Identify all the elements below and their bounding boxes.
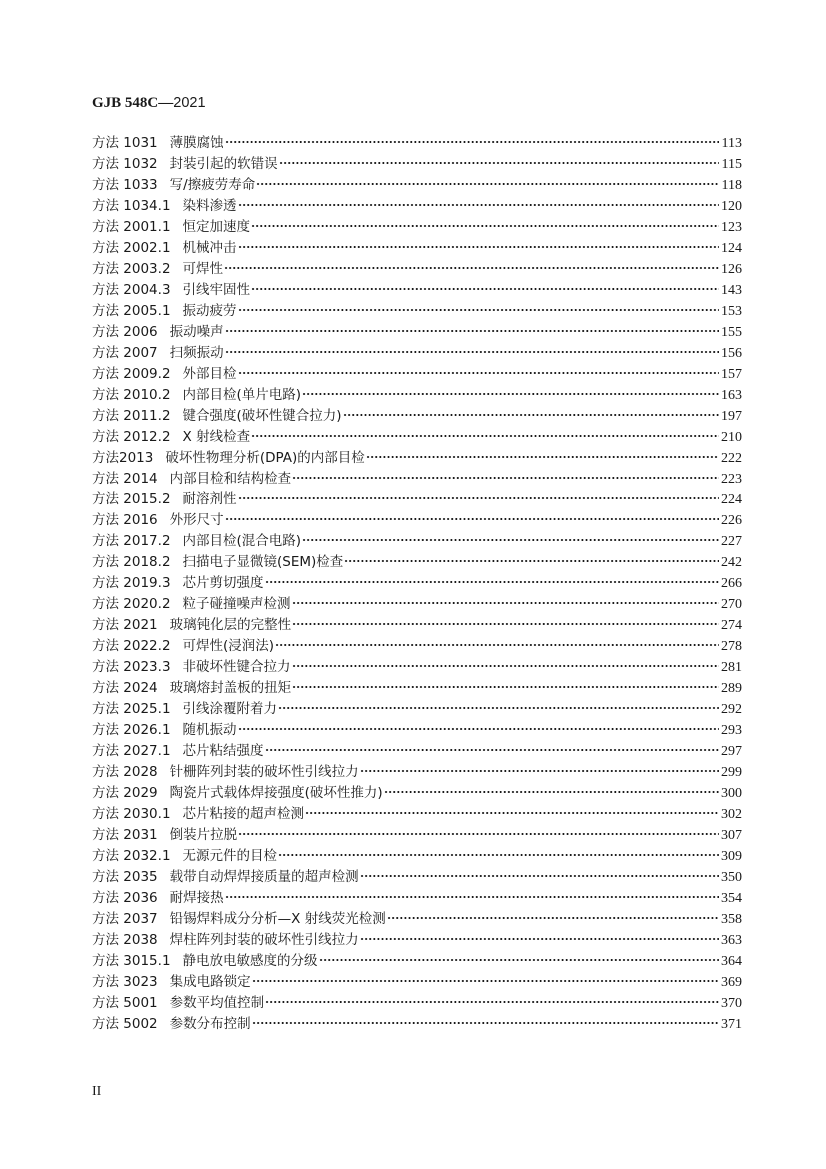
- toc-title: 载带自动焊焊接质量的超声检测: [169, 868, 359, 885]
- toc-page-number: 226: [721, 513, 742, 529]
- toc-page-number: 309: [721, 848, 742, 864]
- toc-entry[interactable]: [92, 301, 742, 322]
- toc-page-number: 297: [721, 744, 742, 760]
- dot-leader: [225, 141, 719, 143]
- toc-page-number: 153: [721, 303, 742, 319]
- toc-title: 内部目检(混合电路): [182, 533, 302, 550]
- toc-entry[interactable]: [92, 657, 742, 678]
- toc-method-number: 方法 1034.1: [92, 197, 171, 214]
- toc-entry[interactable]: [92, 699, 742, 720]
- toc-page-number: 274: [721, 618, 742, 634]
- dot-leader: [343, 414, 719, 416]
- dot-leader: [251, 288, 719, 290]
- toc-page-number: 370: [721, 995, 742, 1011]
- toc-title: 破坏性物理分析(DPA)的内部目检: [165, 449, 365, 466]
- toc-title: 振动噪声: [169, 323, 224, 340]
- toc-title: 芯片粘结强度: [182, 743, 264, 760]
- toc-title: 玻璃钝化层的完整性: [169, 617, 292, 634]
- toc-title: X 射线检查: [182, 428, 251, 445]
- dot-leader: [292, 686, 719, 688]
- toc-page-number: 143: [721, 282, 742, 298]
- toc-title: 集成电路锁定: [169, 973, 251, 990]
- toc-page-number: 371: [721, 1016, 742, 1032]
- toc-method-number: 方法 2004.3: [92, 281, 171, 298]
- dot-leader: [238, 497, 719, 499]
- toc-method-number: 方法 2015.2: [92, 491, 171, 508]
- dot-leader: [252, 980, 719, 982]
- toc-entry[interactable]: [92, 930, 742, 951]
- toc-title: 参数分布控制: [169, 1015, 251, 1032]
- toc-page-number: 126: [721, 261, 742, 277]
- toc-method-number: 方法 2003.2: [92, 260, 171, 277]
- toc-method-number: 方法 2017.2: [92, 533, 171, 550]
- toc-method-number: 方法 2007: [92, 344, 158, 361]
- toc-page-number: 302: [721, 807, 742, 822]
- toc-method-number: 方法 1031: [92, 135, 158, 151]
- toc-method-number: 方法 2016: [92, 512, 158, 529]
- toc-page-number: 270: [721, 597, 742, 613]
- toc-title: 写/擦疲劳寿命: [169, 176, 256, 193]
- toc-title: 耐焊接热: [169, 889, 224, 906]
- toc-method-number: 方法 3023: [92, 973, 158, 990]
- toc-method-number: 方法 2009.2: [92, 365, 171, 382]
- dot-leader: [238, 372, 719, 374]
- toc-page-number: 350: [721, 869, 742, 885]
- toc-method-number: 方法 2037: [92, 910, 158, 927]
- toc-entry[interactable]: [92, 1014, 742, 1035]
- dot-leader: [292, 665, 719, 667]
- toc-entry[interactable]: [92, 636, 742, 657]
- dot-leader: [251, 435, 719, 437]
- toc-title: 恒定加速度: [182, 218, 251, 235]
- dot-leader: [225, 896, 719, 898]
- header-separator: —: [158, 95, 174, 111]
- toc-title: 内部目检(单片电路): [182, 386, 302, 403]
- toc-page-number: 113: [721, 136, 742, 151]
- dot-leader: [279, 162, 719, 164]
- dot-leader: [387, 917, 719, 919]
- dot-leader: [238, 728, 719, 730]
- toc-page-number: 354: [721, 890, 742, 906]
- toc-entry[interactable]: [92, 133, 742, 154]
- toc-method-number: 方法 2028: [92, 764, 158, 781]
- toc-page-number: 224: [721, 492, 742, 508]
- toc-method-number: 方法 2006: [92, 323, 158, 340]
- toc-method-number: 方法 2036: [92, 889, 158, 906]
- toc-page-number: 266: [721, 576, 742, 592]
- toc-entry[interactable]: [92, 846, 742, 867]
- toc-page-number: 292: [721, 702, 742, 718]
- toc-entry[interactable]: [92, 573, 742, 594]
- toc-title: 外部目检: [182, 365, 237, 382]
- toc-title: 引线涂覆附着力: [182, 701, 278, 718]
- dot-leader: [238, 246, 719, 248]
- dot-leader: [319, 959, 719, 961]
- toc-entry[interactable]: [92, 909, 742, 930]
- toc-entry[interactable]: [92, 322, 742, 343]
- dot-leader: [265, 1001, 719, 1003]
- toc-entry[interactable]: [92, 804, 742, 825]
- toc-title: 可焊性(浸润法): [182, 638, 275, 655]
- toc-title: 扫描电子显微镜(SEM)检查: [182, 554, 344, 571]
- toc-method-number: 方法 2024: [92, 680, 158, 697]
- toc-method-number: 方法 3015.1: [92, 952, 171, 969]
- dot-leader: [292, 477, 719, 479]
- toc-title: 非破坏性键合拉力: [182, 659, 291, 676]
- toc-method-number: 方法 2002.1: [92, 239, 171, 256]
- toc-entry[interactable]: [92, 594, 742, 615]
- toc-entry[interactable]: [92, 217, 742, 238]
- toc-title: 随机振动: [182, 722, 237, 739]
- toc-method-number: 方法 2023.3: [92, 659, 171, 676]
- toc-method-number: 方法 2022.2: [92, 638, 171, 655]
- toc-title: 针栅阵列封装的破坏性引线拉力: [169, 764, 359, 781]
- toc-page-number: 293: [721, 723, 742, 739]
- dot-leader: [225, 351, 719, 353]
- toc-method-number: 方法 2014: [92, 470, 158, 487]
- toc-entry[interactable]: [92, 196, 742, 217]
- dot-leader: [225, 518, 719, 520]
- toc-entry[interactable]: [92, 280, 742, 301]
- toc-title: 倒装片拉脱: [169, 826, 238, 843]
- toc-title: 封装引起的软错误: [169, 155, 278, 172]
- toc-method-number: 方法 2029: [92, 785, 158, 802]
- toc-page-number: 364: [721, 953, 742, 969]
- toc-method-number: 方法 2030.1: [92, 806, 171, 822]
- dot-leader: [278, 854, 719, 856]
- toc-entry[interactable]: [92, 762, 742, 783]
- toc-entry[interactable]: [92, 406, 742, 427]
- dot-leader: [265, 581, 719, 583]
- toc-method-number: 方法 2026.1: [92, 722, 171, 739]
- dot-leader: [384, 791, 719, 793]
- toc-title: 内部目检和结构检查: [169, 470, 292, 487]
- dot-leader: [344, 560, 719, 562]
- dot-leader: [225, 330, 719, 332]
- toc-page-number: 242: [721, 555, 742, 571]
- toc-entry[interactable]: [92, 825, 742, 846]
- toc-page-number: 123: [721, 219, 742, 235]
- toc-title: 玻璃熔封盖板的扭矩: [169, 680, 292, 697]
- dot-leader: [302, 393, 719, 395]
- toc-entry[interactable]: [92, 615, 742, 636]
- toc-entry[interactable]: [92, 238, 742, 259]
- toc-title: 陶瓷片式载体焊接强度(破坏性推力): [169, 785, 383, 802]
- toc-method-number: 方法 5001: [92, 994, 158, 1011]
- toc-page-number: 115: [721, 156, 742, 172]
- toc-entry[interactable]: [92, 154, 742, 175]
- toc-method-number: 方法 1032: [92, 155, 158, 172]
- toc-entry[interactable]: [92, 448, 742, 469]
- toc-method-number: 方法 2027.1: [92, 743, 171, 760]
- toc-page-number: 124: [721, 240, 742, 256]
- standard-code: GJB 548C: [92, 95, 159, 111]
- toc-entry[interactable]: [92, 469, 742, 490]
- dot-leader: [275, 644, 719, 646]
- toc-entry[interactable]: [92, 678, 742, 699]
- toc-page-number: 289: [721, 681, 742, 697]
- table-of-contents: [92, 133, 742, 1035]
- toc-page-number: 278: [721, 639, 742, 655]
- toc-entry[interactable]: [92, 259, 742, 280]
- dot-leader: [224, 267, 719, 269]
- toc-page-number: 227: [721, 534, 742, 550]
- toc-page-number: 156: [721, 345, 742, 361]
- dot-leader: [238, 204, 719, 206]
- toc-title: 参数平均值控制: [169, 994, 265, 1011]
- toc-page-number: 157: [721, 366, 742, 382]
- toc-title: 无源元件的目检: [182, 847, 278, 864]
- toc-title: 机械冲击: [182, 239, 237, 256]
- dot-leader: [360, 938, 719, 940]
- dot-leader: [265, 749, 719, 751]
- toc-method-number: 方法 2032.1: [92, 847, 171, 864]
- toc-page-number: 163: [721, 387, 742, 403]
- toc-method-number: 方法 2018.2: [92, 554, 171, 571]
- toc-method-number: 方法 2001.1: [92, 218, 171, 235]
- dot-leader: [238, 309, 719, 311]
- toc-title: 外形尺寸: [169, 512, 224, 529]
- toc-method-number: 方法 2019.3: [92, 575, 171, 592]
- toc-page-number: 300: [721, 786, 742, 802]
- toc-entry[interactable]: [92, 552, 742, 573]
- toc-page-number: 223: [721, 471, 742, 487]
- toc-page-number: 307: [721, 827, 742, 843]
- toc-entry[interactable]: [92, 427, 742, 448]
- dot-leader: [302, 539, 719, 541]
- toc-page-number: 369: [721, 974, 742, 990]
- toc-entry[interactable]: [92, 510, 742, 531]
- toc-entry[interactable]: [92, 972, 742, 993]
- toc-page-number: 210: [721, 429, 742, 445]
- toc-method-number: 方法 2020.2: [92, 596, 171, 613]
- toc-title: 芯片剪切强度: [182, 575, 264, 592]
- toc-title: 薄膜腐蚀: [169, 135, 224, 151]
- toc-page-number: 118: [721, 177, 742, 193]
- toc-page-number: 358: [721, 911, 742, 927]
- toc-method-number: 方法 2031: [92, 826, 158, 843]
- dot-leader: [360, 770, 719, 772]
- dot-leader: [366, 456, 719, 458]
- toc-entry[interactable]: [92, 783, 742, 804]
- toc-title: 可焊性: [182, 260, 224, 277]
- toc-title: 耐溶剂性: [182, 491, 237, 508]
- toc-title: 键合强度(破坏性键合拉力): [182, 407, 342, 424]
- toc-title: 静电放电敏感度的分级: [182, 952, 318, 969]
- toc-title: 染料渗透: [182, 197, 237, 214]
- toc-entry[interactable]: [92, 888, 742, 909]
- toc-entry[interactable]: [92, 175, 742, 196]
- toc-method-number: 方法 1033: [92, 176, 158, 193]
- dot-leader: [292, 602, 719, 604]
- page-header: [92, 95, 206, 112]
- toc-method-number: 方法 5002: [92, 1015, 158, 1032]
- page-number: II: [92, 1084, 102, 1099]
- toc-entry[interactable]: [92, 720, 742, 741]
- dot-leader: [305, 812, 719, 814]
- toc-page-number: 281: [721, 660, 742, 676]
- toc-page-number: 222: [721, 450, 742, 466]
- toc-method-number: 方法 2010.2: [92, 386, 171, 403]
- toc-title: 芯片粘接的超声检测: [182, 806, 305, 822]
- toc-method-number: 方法 2011.2: [92, 407, 171, 424]
- toc-method-number: 方法 2021: [92, 617, 158, 634]
- toc-title: 扫频振动: [169, 344, 224, 361]
- toc-entry[interactable]: [92, 993, 742, 1014]
- toc-title: 振动疲劳: [182, 302, 237, 319]
- standard-year: 2021: [173, 95, 206, 111]
- toc-entry[interactable]: [92, 489, 742, 510]
- toc-entry[interactable]: [92, 364, 742, 385]
- toc-page-number: 155: [721, 324, 742, 340]
- toc-entry[interactable]: [92, 343, 742, 364]
- toc-entry[interactable]: [92, 867, 742, 888]
- dot-leader: [238, 833, 719, 835]
- toc-title: 引线牢固性: [182, 281, 251, 298]
- toc-page-number: 197: [721, 408, 742, 424]
- toc-page-number: 120: [721, 198, 742, 214]
- dot-leader: [278, 707, 719, 709]
- toc-entry[interactable]: [92, 951, 742, 972]
- toc-page-number: 299: [721, 765, 742, 781]
- toc-method-number: 方法2013: [92, 449, 154, 466]
- toc-method-number: 方法 2005.1: [92, 302, 171, 319]
- toc-method-number: 方法 2012.2: [92, 428, 171, 445]
- dot-leader: [292, 623, 719, 625]
- toc-title: 铅锡焊料成分分析—X 射线荧光检测: [169, 910, 386, 927]
- dot-leader: [251, 225, 719, 227]
- dot-leader: [252, 1022, 719, 1024]
- toc-method-number: 方法 2025.1: [92, 701, 171, 718]
- toc-title: 粒子碰撞噪声检测: [182, 596, 291, 613]
- toc-page-number: 363: [721, 932, 742, 948]
- dot-leader: [256, 183, 719, 185]
- toc-method-number: 方法 2035: [92, 868, 158, 885]
- dot-leader: [360, 875, 719, 877]
- toc-method-number: 方法 2038: [92, 931, 158, 948]
- toc-entry[interactable]: [92, 531, 742, 552]
- toc-title: 焊柱阵列封装的破坏性引线拉力: [169, 931, 359, 948]
- toc-entry[interactable]: [92, 385, 742, 406]
- toc-entry[interactable]: [92, 741, 742, 762]
